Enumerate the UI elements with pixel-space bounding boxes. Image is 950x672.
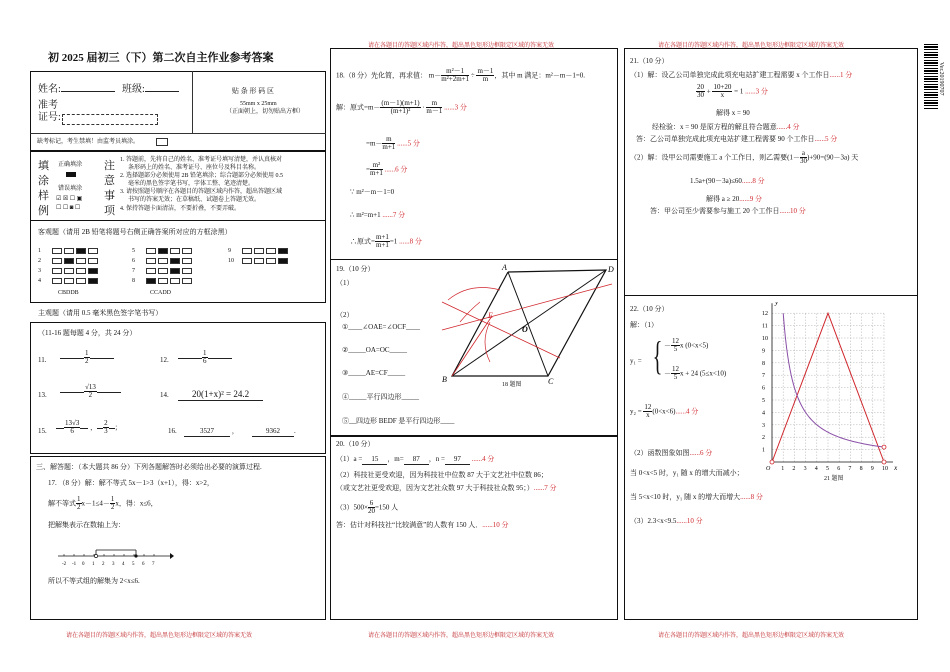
y-tick-label: 3 xyxy=(762,422,765,429)
numberline-tick-label: -2 xyxy=(62,562,67,567)
q20-line4: 答：估计对科技社“比较满意”的人数有 150 人．......10 分 xyxy=(336,521,509,529)
point-b-label: B xyxy=(442,375,447,384)
point-e-label: E xyxy=(488,311,493,320)
q18-line6: ∴原式= $\frac{m+1}{m+1}$ =1 ......8 分 xyxy=(350,233,422,250)
q20-line1: （1）a = 15 ，m= 87 ，n = 97 ......4 分 xyxy=(336,455,495,463)
q13-answer: $\frac{√13}{2}$ xyxy=(60,384,121,400)
y-tick-label: 8 xyxy=(762,360,765,367)
q17-line3: 把解集表示在数轴上为： xyxy=(48,521,125,529)
fill-correct-sample xyxy=(66,172,76,177)
warning-top-1: 请在各题目的答题区域内作答，超出黑色矩形边框限定区域的答案无效 xyxy=(368,42,555,49)
section3-header: 三、解答题：（本大题共 86 分）下列各题解答时必须给出必要的演算过程. xyxy=(36,463,262,471)
q19-figure xyxy=(440,262,618,392)
y-tick-label: 2 xyxy=(762,435,765,442)
x-tick-label: 9 xyxy=(870,466,874,472)
q13-label: 13. xyxy=(38,391,47,399)
numberline-tick-label: 0 xyxy=(82,562,85,567)
q18-step3: = $\frac{\text{m²}}{m+1}$ ......6 分 xyxy=(366,161,408,178)
y-tick-label: 5 xyxy=(762,398,765,404)
y-tick-label: 9 xyxy=(762,348,765,355)
q22-head: 22.（10 分） xyxy=(630,305,669,313)
q17-line1: 17. （8 分）解：解不等式 5x－1>3（x+1），得：x>2， xyxy=(48,479,214,487)
numberline-tick-label: 7 xyxy=(152,562,155,567)
barcode-image xyxy=(924,44,938,110)
q15-label: 15. xyxy=(38,427,47,435)
q20-line3: （3）500× $\frac{6}{20}$ =150 人 xyxy=(336,499,399,516)
numberline-tick-label: 2 xyxy=(102,562,105,567)
point-a-label: A xyxy=(502,263,507,272)
x-tick-label: 4 xyxy=(814,466,818,472)
q19-head: 19.（10 分） xyxy=(336,265,375,273)
q18-step2: =m－ $\frac{m}{m+1}$ ......5 分 xyxy=(366,135,420,152)
x-axis-label: x xyxy=(894,464,898,472)
q22-line3: 当 0<x<5 时，y₁ 随 x 的增大而减小； xyxy=(630,469,744,477)
q11-label: 11. xyxy=(38,356,47,364)
x-tick-label: 7 xyxy=(848,466,852,472)
y-tick-label: 1 xyxy=(762,447,765,454)
info-divider xyxy=(30,133,326,134)
objective-grid-left: 1 2 3 4 xyxy=(38,246,100,286)
q19-part2: （2） xyxy=(336,311,354,319)
page-title: 初 2025 届初三（下）第二次自主作业参考答案 xyxy=(48,52,274,64)
barcode-note: （正面朝上，切勿贴出方框） xyxy=(226,109,305,115)
warning-bottom-2: 请在各题目的答题区域内作答，超出黑色矩形边框限定区域的答案无效 xyxy=(368,632,555,639)
numberline-tick-label: 6 xyxy=(142,562,145,567)
fill-wrong-sample-2: ☐ ☐ ◙ ☐ xyxy=(56,205,81,211)
x-tick-label: 8 xyxy=(859,466,863,472)
number-line xyxy=(56,540,176,570)
q18-intro: 18.（8 分）先化简，再求值： m－ $\frac{\text{m²－1}}{\text{m²+2m+1}}$ ÷ $\frac{m-1}{m}$ ，其中 m 满足：m²－m－1=0. xyxy=(336,67,586,84)
x-tick-label: 1 xyxy=(781,466,785,472)
y-tick-label: 6 xyxy=(762,385,765,392)
x-tick-label: 2 xyxy=(792,466,796,472)
x-tick-label: 6 xyxy=(837,466,841,472)
q14-label: 14. xyxy=(160,391,169,399)
absent-note: 缺考标记，考生禁填！由监考员填涂。 xyxy=(37,139,140,145)
q19-step3: ③_____AE=CF_____ xyxy=(342,369,406,377)
q12-answer: $\frac{1}{6}$ xyxy=(178,350,232,366)
q21-line7: 1.5a+(90－3a)≤60......8 分 xyxy=(690,177,765,185)
point-d-label: D xyxy=(608,265,614,274)
q14-answer: 20(1+x)² = 24.2 xyxy=(178,390,263,401)
q12-label: 12. xyxy=(160,356,169,364)
exam-no-label: 准考 证号: xyxy=(38,100,61,123)
open-point-x10 xyxy=(882,460,886,464)
q22-line5: （3）2.3<x<9.5......10 分 xyxy=(630,517,703,525)
q20-head: 20.（10 分） xyxy=(336,440,375,448)
q19-part1: （1） xyxy=(336,279,354,287)
q22-y1-a: － $\frac{12}{5}$ x (0<x<5) xyxy=(664,337,709,354)
notice-list: 1. 答题前，先将自己的姓名、准考证号填写清楚，并认真核对 条形码上的姓名、准考证号、座位号及科目名称。 2. 选择题部分必须使用 2B 铅笔填涂；综合题部分必须使用 0.5 毫米的黑色签字笔书写，字体工整、笔迹清楚。 3. 请按照题号顺序在各题目的答题区域内作答，超出答题区域 书写的答案无效；在草稿纸、试题卷上答题无效。 4. 保持答题卡面清洁，不要折叠，不要弄破。 xyxy=(120,157,284,212)
y-tick-label: 4 xyxy=(762,410,765,417)
q17-line2: 解不等式 $\frac{1}{2}$ x－1≤4－ $\frac{1}{2}$ x，得：x≤6， xyxy=(48,495,158,512)
x-tick-label: 10 xyxy=(882,466,888,472)
numberline-tick-label: 3 xyxy=(112,562,115,567)
q21-head: 21.（10 分） xyxy=(630,57,669,65)
q20-line2b: （或文艺社更受欢迎，因为文艺社众数 97 大于科技社众数 95；）......7 分 xyxy=(336,484,557,492)
y-axis-label: y xyxy=(775,302,779,307)
class-label: 班级: xyxy=(122,84,179,95)
absent-checkbox[interactable] xyxy=(156,138,168,146)
numberline-tick-label: 4 xyxy=(122,562,125,567)
q20-line2: （2）科技社更受欢迎，因为科技社中位数 87 大于文艺社中位数 86； xyxy=(336,471,548,479)
q22-brace: { xyxy=(652,333,663,378)
answers-right: CCADD xyxy=(150,290,172,296)
q22-line4: 当 5<x<10 时，y₁ 随 x 的增大而增大......8 分 xyxy=(630,493,763,501)
q16-answer-a: 3527 ， xyxy=(184,428,239,437)
q18-line5: ∴ m²=m+1 ......7 分 xyxy=(350,211,406,219)
y-tick-label: 7 xyxy=(762,373,765,380)
numberline-tick-label: 1 xyxy=(92,562,95,567)
barcode-divider xyxy=(192,71,193,133)
fill-wrong-label: 错误填涂 xyxy=(58,186,83,192)
exam-no-field[interactable] xyxy=(62,114,158,125)
name-label: 姓名: xyxy=(38,84,115,95)
y-tick-label: 10 xyxy=(762,336,768,342)
q21-line6: （2）解：设甲公司需要施工 a 个工作日，则乙需要(1－ $\frac{a}{30}$ )+90=(90－3a) 天 xyxy=(630,149,859,166)
q21-line8: 解得 a ≥ 20......9 分 xyxy=(706,195,762,203)
q19-fig-caption: 18 题图 xyxy=(502,382,522,388)
warning-bottom-3: 请在各题目的答题区域内作答，超出黑色矩形边框限定区域的答案无效 xyxy=(658,632,845,639)
q19-step1: ①____∠OAE=∠OCF____ xyxy=(342,323,420,331)
barcode-area-label: 贴 条 形 码 区 xyxy=(232,87,274,95)
fill-correct-label: 正确填涂 xyxy=(58,162,83,168)
y-tick-label: 11 xyxy=(762,323,768,330)
q22-y2: y₂ = $\frac{12}{x}$ (0<x<6)......4 分 xyxy=(630,403,699,420)
barcode-size: 55mm x 25mm xyxy=(240,101,277,107)
warning-bottom-1: 请在各题目的答题区域内作答，超出黑色矩形边框限定区域的答案无效 xyxy=(66,632,253,639)
q15-answer: $\frac{13√3}{6}$ ， $\frac{2}{3}$ ； xyxy=(56,420,122,436)
notice-label: 注 意 事 项 xyxy=(104,160,115,217)
q21-line5: 答：乙公司单独完成此项充电站扩建工程需要 90 个工作日......5 分 xyxy=(636,135,838,143)
answers-left: CBDDB xyxy=(58,290,79,296)
q18-step1: 解：原式=m－ $\frac{(m-1)(m+1)}{\text{(m+1)²}}$ · $\frac{m}{m-1}$ ......3 分 xyxy=(336,99,467,116)
q11-answer: $\frac{1}{2}$ xyxy=(60,350,114,366)
numberline-tick-label: 5 xyxy=(132,562,135,567)
y-tick-label: 12 xyxy=(762,311,768,318)
q21-line3: 解得 x = 90 xyxy=(716,109,750,117)
numberline-tick-label: -1 xyxy=(72,562,77,567)
q22-y1: y₁ = xyxy=(630,357,642,365)
q16-label: 16. xyxy=(168,427,177,435)
q17-line4: 所以不等式组的解集为 2<x≤6. xyxy=(48,577,140,585)
x-tick-label: 3 xyxy=(803,466,807,472)
fill-blank-header: （11-16 题每题 4 分，共 24 分） xyxy=(38,329,137,337)
q21-line4: 经检验：x = 90 是原方程的解且符合题意......4 分 xyxy=(652,123,800,131)
fill-wrong-sample: ☑ ☒ ☐ ▣ xyxy=(56,196,83,202)
fill-example-label: 填 涂 样 例 xyxy=(38,160,49,217)
point-c-label: C xyxy=(548,377,554,386)
q22-graph xyxy=(752,302,912,484)
open-point-origin xyxy=(770,460,774,464)
point-o-label: O xyxy=(522,325,528,334)
q21-box xyxy=(624,48,918,296)
open-point-y2-end xyxy=(882,445,886,449)
objective-title: 客观题（请用 2B 铅笔将题号右侧正确答案所对应的方框涂黑） xyxy=(38,228,232,236)
objective-grid-far: 9 10 xyxy=(228,246,290,266)
x-tick-label: 5 xyxy=(826,466,829,472)
barcode-version: Ver.20190707 xyxy=(938,62,944,96)
q21-line2: $\frac{20}{30}$ + $\frac{10+20}{x}$ = 1 ......3 分 xyxy=(697,83,768,100)
q22-y1-b: － $\frac{12}{5}$ x + 24 (5≤x<10) xyxy=(664,365,727,382)
objective-grid-right: 5 6 7 8 xyxy=(132,246,194,286)
q22-part1: 解：（1） xyxy=(630,321,658,329)
origin-label: O xyxy=(766,466,771,472)
y2-curve xyxy=(783,313,884,447)
q16-answer-b: 9362 . xyxy=(252,428,296,437)
q22-line2: （2）函数图象如图......6 分 xyxy=(630,449,713,457)
q19-step5: ⑤__四边形 BEDF 是平行四边形____ xyxy=(342,417,455,425)
warning-top-2: 请在各题目的答题区域内作答，超出黑色矩形边框限定区域的答案无效 xyxy=(658,42,845,49)
q21-line9: 答：甲公司至少需要参与施工 20 个工作日......10 分 xyxy=(650,207,806,215)
q18-line4: ∵ m²－m－1=0 xyxy=(350,188,395,196)
q19-step2: ②_____OA=OC_____ xyxy=(342,346,408,354)
q19-step4: ④_____平行四边形_____ xyxy=(342,393,419,401)
q21-line1: （1）解：设乙公司单独完成此项充电站扩建工程需要 x 个工作日......1 分 xyxy=(630,71,853,79)
q22-fig-caption: 21 题图 xyxy=(824,476,844,482)
subjective-title: 主观题（请用 0.5 毫米黑色签字笔书写） xyxy=(38,309,163,317)
